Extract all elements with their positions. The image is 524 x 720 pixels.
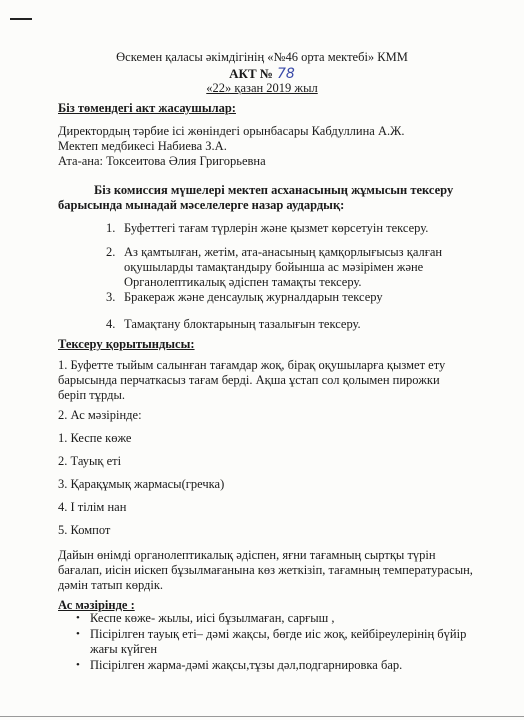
task-text: Тамақтану блоктарының тазалығын тексеру. [124,317,361,331]
menu-item: 3. Қарақұмық жармасы(гречка) [58,477,225,491]
menu-item: 5. Компот [58,523,111,537]
corner-mark [10,18,32,20]
menu-item: 1. Кеспе көже [58,431,132,445]
menu-item: 2. Тауық еті [58,454,122,468]
act-date [0,81,524,96]
results-heading: Тексеру қорытындысы: [58,337,195,351]
bullet-text: Пісірілген тауық еті– дәмі жақсы, бөгде иіс жоқ, кейбіреулерінің бүйір [90,627,467,641]
act-label: АКТ № [229,66,273,81]
task-number: 4. [106,317,116,331]
evaluation-paragraph: бағалап, иісін иіскеп бұзылмағанына көз жеткізіп, тағамның температурасын, [58,563,473,577]
results-paragraph: беріп тұрды. [58,388,125,402]
evaluation-paragraph: Дайын өнімді органолептикалық әдіспен, яғни тағамның сыртқы түрін [58,548,436,562]
act-date-text: «22» қазан 2019 жыл [206,81,318,95]
task-number: 3. [106,290,116,304]
task-number: 2. [106,245,116,259]
act-number: 78 [276,66,295,82]
evaluation-paragraph: дәмін татып көрдік. [58,578,164,592]
task-number: 1. [106,221,116,235]
menu-intro: 2. Ас мәзірінде: [58,408,142,422]
task-text: Органолептикалық әдіспен тамақты тексеру. [124,275,362,289]
task-text: Аз қамтылған, жетім, ата-анасының қамқорлығысыз қалған [124,245,443,259]
results-paragraph: барысында перчаткасыз тағам берді. Ақша ұстап сол қолымен пирожки [58,373,440,387]
bullet-icon: • [76,612,80,624]
task-text: Бракераж және денсаулық журналдарын тексеру [124,290,383,304]
bullet-text: жағы күйген [90,642,158,656]
bullet-text: Пісірілген жарма-дәмі жақсы,тұзы дәл,подгарнировка бар. [90,658,403,672]
page-edge [0,716,524,717]
act-title [0,66,524,82]
bullet-icon: • [76,659,80,671]
school-header: Өскемен қаласы әкімдігінің «№46 орта мектебі» КММ [116,50,408,64]
bullet-icon: • [76,628,80,640]
bullet-text: Кеспе көже- жылы, иісі бұзылмаған, сарғыш , [90,611,335,625]
commission-line: барысында мынадай мәселелерге назар аудардық: [58,198,345,212]
commission-line: Біз комиссия мүшелері мектеп асханасының жұмысын тексеру [94,183,454,197]
composer-member: Директордың тәрбие ісі жөніндегі орынбасары Кабдуллина А.Ж. [58,124,405,138]
composer-member: Ата-ана: Токсеитова Әлия Григорьевна [58,154,266,168]
task-text: Буфеттегі тағам түрлерін және қызмет көрсетуін тексеру. [124,221,429,235]
results-paragraph: 1. Буфетте тыйым салынған тағамдар жоқ, бірақ оқушыларға қызмет ету [58,358,446,372]
composer-member: Мектеп медбикесі Набиева З.А. [58,139,227,153]
task-text: оқушыларды тамақтандыру бойынша ас мәзірімен және [124,260,424,274]
menu-section-heading: Ас мәзірінде : [58,598,135,612]
menu-item: 4. І тілім нан [58,500,127,514]
composers-heading: Біз төмендегі акт жасаушылар: [58,101,236,115]
